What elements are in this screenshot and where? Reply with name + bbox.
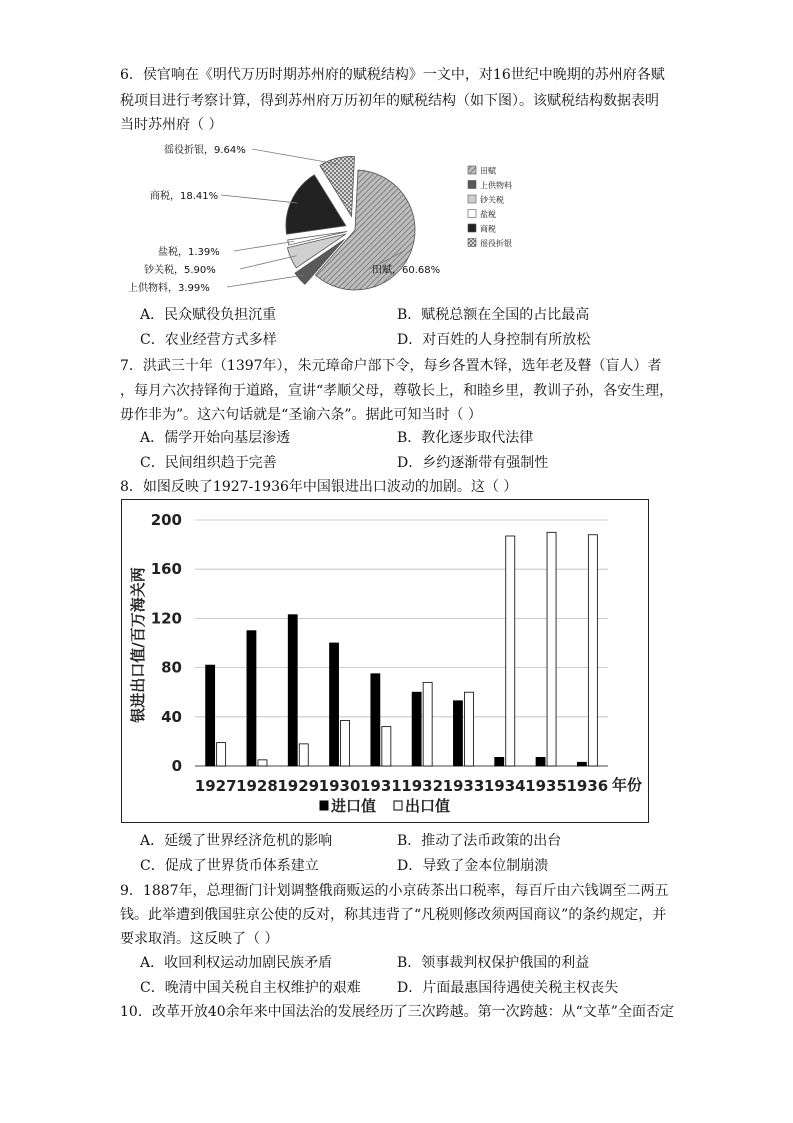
bar-import-1931 bbox=[371, 674, 380, 766]
legend-swatch-chaoguan bbox=[468, 195, 476, 203]
q6-line-2: 税项目进行考察计算，得到苏州府万历初年的赋税结构（如下图）。该赋税结构数据表明 bbox=[120, 93, 659, 109]
legend-label-export: 出口值 bbox=[405, 797, 451, 815]
pie-leader-chaoguan bbox=[240, 256, 296, 269]
legend-label-yanshui: 盐税 bbox=[480, 210, 496, 219]
q6-option-c: C．农业经营方式多样 bbox=[140, 332, 277, 348]
q9-option-d: D．片面最惠国待遇使关税主权丧失 bbox=[397, 980, 619, 996]
bar-export-1934 bbox=[506, 536, 515, 766]
q6-option-d: D．对百姓的人身控制有所放松 bbox=[397, 332, 591, 348]
q6-line-3: 当时苏州府（ ） bbox=[120, 117, 223, 133]
legend-label-shanggong: 上供物料 bbox=[480, 181, 512, 190]
bar-export-1931 bbox=[382, 727, 391, 766]
q8-option-c: C．促成了世界货币体系建立 bbox=[140, 858, 319, 874]
pie-leader-shanggong bbox=[227, 275, 304, 287]
pie-leader-yaoyi bbox=[252, 149, 338, 164]
bar-import-1935 bbox=[536, 757, 545, 766]
bar-export-1928 bbox=[258, 760, 267, 766]
bar-export-1935 bbox=[547, 532, 556, 766]
bar-export-1929 bbox=[299, 744, 308, 766]
bar-import-1927 bbox=[206, 665, 215, 766]
q9-line-3: 要求取消。这反映了（ ） bbox=[120, 931, 279, 947]
x-tick-label: 1935 bbox=[525, 777, 567, 795]
bar-chart-frame bbox=[121, 499, 649, 823]
y-tick-label: 120 bbox=[150, 609, 182, 628]
pie-label-shangshui: 商税，18.41% bbox=[150, 191, 219, 202]
q8-option-d: D．导致了金本位制崩溃 bbox=[397, 858, 549, 874]
q8-option-a: A．延缓了世界经济危机的影响 bbox=[140, 833, 333, 849]
bar-import-1936 bbox=[577, 762, 586, 766]
legend-swatch-export bbox=[394, 801, 402, 810]
x-tick-label: 1933 bbox=[442, 777, 485, 795]
y-tick-label: 80 bbox=[161, 658, 182, 677]
q7-option-b: B．教化逐步取代法律 bbox=[397, 430, 534, 446]
y-tick-label: 200 bbox=[150, 511, 182, 529]
y-tick-label: 0 bbox=[171, 757, 182, 775]
x-tick-label: 1928 bbox=[236, 777, 278, 795]
q6-line-1: 6．侯官响在《明代万历时期苏州府的赋税结构》一文中，对16世纪中晚期的苏州府各赋 bbox=[120, 67, 665, 83]
legend-swatch-shangshui bbox=[468, 224, 476, 232]
bar-export-1930 bbox=[341, 720, 350, 766]
q6-option-a: A．民众赋役负担沉重 bbox=[140, 307, 277, 323]
x-tick-label: 1934 bbox=[483, 777, 526, 795]
x-axis-label: 年份 bbox=[612, 776, 643, 794]
q8-option-b: B．推动了法币政策的出台 bbox=[397, 833, 562, 849]
bar-legend bbox=[320, 797, 450, 815]
y-tick-label: 40 bbox=[161, 707, 182, 726]
q7-option-d: D．乡约逐渐带有强制性 bbox=[397, 455, 549, 471]
pie-legend bbox=[468, 166, 512, 249]
legend-swatch-yanshui bbox=[468, 210, 476, 218]
q7-line-1: 7．洪武三十年（1397年），朱元璋命户部下令，每乡各置木铎，选年老及瞽（盲人）者 bbox=[120, 358, 662, 374]
q7-line-3: 毋作非为”。这六句话就是“圣谕六条”。据此可知当时（ ） bbox=[120, 407, 482, 423]
pie-label-chaoguan: 钞关税，5.90% bbox=[144, 265, 216, 276]
x-tick-label: 1936 bbox=[566, 777, 609, 795]
q9-option-a: A．收回利权运动加剧民族矛盾 bbox=[140, 955, 333, 971]
x-tick-label: 1929 bbox=[277, 777, 320, 795]
q7-option-c: C．民间组织趋于完善 bbox=[140, 455, 277, 471]
bar-import-1928 bbox=[247, 631, 256, 766]
q10-line-1: 10．改革开放40余年来中国法治的发展经历了三次跨越。第一次跨越：从“文革”全面否定 bbox=[120, 1004, 674, 1020]
pie-leader-shangshui bbox=[221, 195, 297, 203]
x-tick-label: 1931 bbox=[359, 777, 402, 795]
pie-chart bbox=[120, 138, 540, 298]
q9-line-1: 9．1887年，总理衙门计划调整俄商贩运的小京砖茶出口税率，每百斤由六钱调至二两五 bbox=[120, 883, 669, 899]
bar-chart bbox=[122, 500, 648, 822]
bar-import-1929 bbox=[288, 615, 297, 766]
pie-label-shanggong: 上供物料，3.99% bbox=[128, 283, 210, 294]
pie-label-yaoyi: 徭役折银，9.64% bbox=[164, 145, 246, 156]
bar-import-1933 bbox=[453, 701, 462, 766]
legend-swatch-import bbox=[320, 801, 328, 810]
q7-line-2: ，每月六次持铎徇于道路，宣讲“孝顺父母，尊敬长上，和睦乡里，教训子孙，各安生理， bbox=[120, 383, 674, 399]
q9-line-2: 钱。此举遭到俄国驻京公使的反对，称其违背了“凡税则修改须两国商议”的条约规定，并 bbox=[120, 907, 667, 923]
legend-label-chaoguan: 钞关税 bbox=[480, 195, 504, 205]
bar-import-1930 bbox=[330, 643, 339, 766]
q7-option-a: A．儒学开始向基层渗透 bbox=[140, 430, 291, 446]
q9-option-c: C．晚清中国关税自主权维护的艰难 bbox=[140, 980, 361, 996]
legend-label-import: 进口值 bbox=[331, 797, 377, 815]
legend-swatch-tianfu bbox=[468, 166, 476, 174]
pie-label-tianfu: 田赋，60.68% bbox=[372, 265, 441, 276]
q6-option-b: B．赋税总额在全国的占比最高 bbox=[397, 307, 590, 323]
legend-label-yaoyi: 徭役折银 bbox=[480, 239, 512, 248]
q9-option-b: B．领事裁判权保护俄国的利益 bbox=[397, 955, 590, 971]
legend-swatch-shanggong bbox=[468, 181, 476, 189]
q8-line-1: 8．如图反映了1927-1936年中国银进出口波动的加剧。这（ ） bbox=[120, 479, 518, 495]
y-tick-label: 160 bbox=[150, 560, 182, 579]
x-tick-label: 1930 bbox=[318, 777, 361, 795]
legend-label-tianfu: 田赋 bbox=[480, 166, 496, 176]
y-axis-label: 银进出口值/百万海关两 bbox=[129, 567, 147, 723]
pie-leader-yanshui bbox=[234, 241, 294, 251]
legend-label-shangshui: 商税 bbox=[480, 224, 496, 234]
x-tick-label: 1927 bbox=[194, 777, 237, 795]
bar-import-1932 bbox=[412, 692, 421, 766]
bar-export-1932 bbox=[423, 682, 432, 766]
bar-import-1934 bbox=[495, 757, 504, 766]
bar-export-1927 bbox=[217, 743, 226, 766]
legend-swatch-yaoyi bbox=[468, 239, 476, 247]
bar-export-1936 bbox=[588, 535, 597, 766]
pie-label-yanshui: 盐税，1.39% bbox=[158, 247, 220, 258]
bar-export-1933 bbox=[464, 692, 473, 766]
x-tick-label: 1932 bbox=[401, 777, 444, 795]
